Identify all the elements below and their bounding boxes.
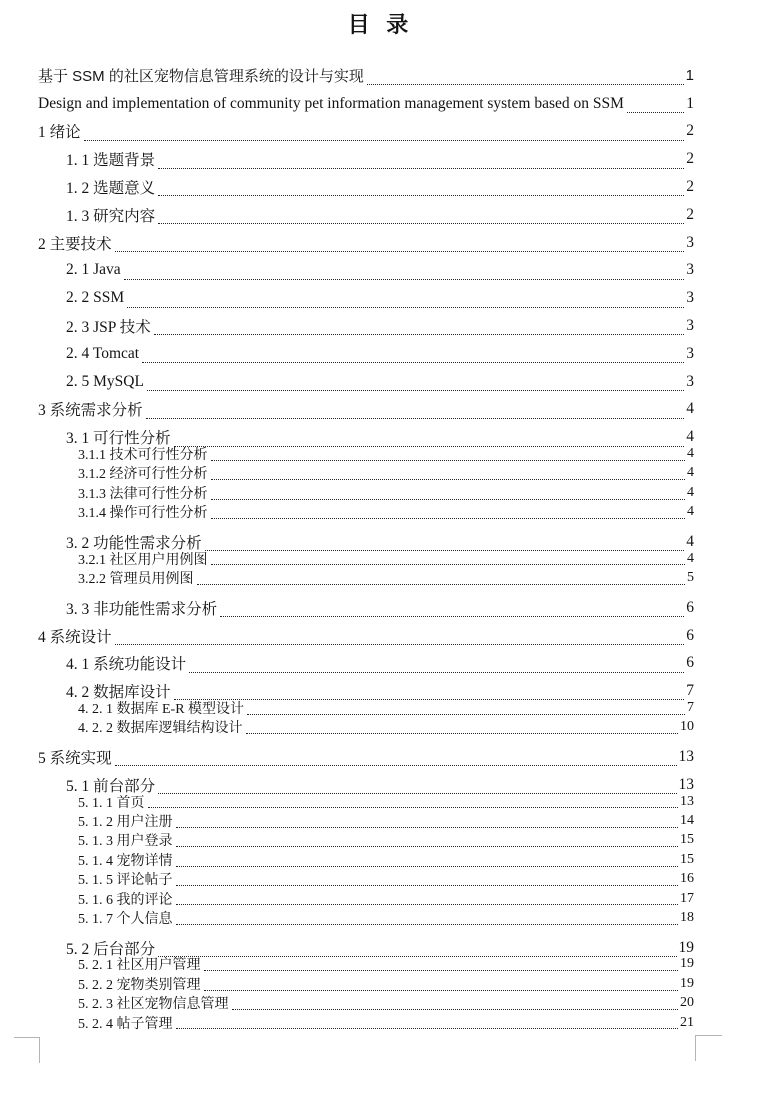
toc-entry-label: 5. 1. 2 用户注册	[78, 815, 173, 831]
toc-entry-page: 5	[687, 570, 694, 586]
toc-entry-page: 15	[680, 851, 694, 867]
toc-entry-page: 13	[680, 793, 694, 809]
toc-entry-label: 5. 1. 3 用户登录	[78, 834, 173, 850]
toc-entry-page: 20	[680, 995, 694, 1011]
text-boundary-mark-bottom-right-v	[695, 1035, 696, 1061]
toc-entry[interactable]	[38, 483, 694, 502]
toc-entry-label: 2. 3 JSP 技术	[66, 319, 151, 337]
toc-entry[interactable]	[38, 396, 694, 424]
toc-entry[interactable]	[38, 568, 694, 587]
dot-leader	[176, 924, 679, 925]
toc-entry-page: 7	[687, 699, 694, 715]
toc-entry-page: 19	[678, 938, 694, 956]
dot-leader	[174, 699, 685, 700]
toc-entry-page: 3	[686, 289, 694, 307]
toc-entry-label: 1. 3 研究内容	[66, 207, 156, 225]
toc-entry[interactable]	[38, 312, 694, 340]
dot-leader	[176, 1028, 679, 1029]
toc-entry-page: 19	[680, 975, 694, 991]
dot-leader	[158, 168, 684, 169]
toc-entry-page: 21	[680, 1014, 694, 1030]
dot-leader	[246, 733, 679, 734]
dot-leader	[176, 885, 679, 886]
toc-entry[interactable]	[38, 974, 694, 993]
toc-entry-label: 5. 1. 6 我的评论	[78, 892, 173, 908]
toc-entry-page: 3	[686, 372, 694, 390]
toc-entry-page: 1	[686, 94, 694, 112]
dot-leader	[176, 827, 679, 828]
toc-entry-label: 5. 1. 7 个人信息	[78, 912, 173, 927]
toc-entry-page: 13	[678, 775, 694, 793]
text-boundary-mark-bottom-left-h	[14, 1037, 40, 1038]
toc-entry-label: 4. 2. 2 数据库逻辑结构设计	[78, 721, 243, 737]
toc-entry-page: 15	[680, 832, 694, 848]
toc-entry-page: 3	[686, 344, 694, 362]
toc-entry-page: 4	[686, 532, 694, 550]
toc-entry-page: 4	[687, 550, 694, 566]
toc-entry[interactable]	[38, 698, 694, 717]
table-of-contents	[0, 40, 757, 1032]
dot-leader	[158, 793, 676, 794]
dot-leader	[367, 84, 684, 85]
dot-leader	[176, 904, 679, 905]
dot-leader	[115, 251, 685, 252]
toc-entry-page: 2	[686, 122, 694, 140]
toc-entry-label: 3.1.1 技术可行性分析	[78, 448, 208, 464]
toc-entry-label: 1 绪论	[38, 124, 81, 142]
toc-entry-page: 3	[686, 233, 694, 251]
toc-entry[interactable]	[38, 173, 694, 201]
toc-entry[interactable]	[38, 340, 694, 368]
toc-entry[interactable]	[38, 594, 694, 622]
toc-entry[interactable]	[38, 955, 694, 974]
toc-entry-page: 4	[687, 504, 694, 520]
dot-leader	[148, 807, 679, 808]
toc-entry-label: 5. 1. 5 评论帖子	[78, 873, 173, 889]
dot-leader	[115, 644, 685, 645]
toc-entry-page: 19	[680, 956, 694, 972]
toc-entry-label: 5. 2. 4 帖子管理	[78, 1016, 173, 1032]
toc-entry-page: 13	[678, 748, 694, 766]
toc-entry-page: 7	[686, 682, 694, 700]
toc-entry-label: 1. 1 选题背景	[66, 152, 156, 170]
text-boundary-mark-bottom-left-v	[39, 1037, 40, 1063]
toc-entry[interactable]	[38, 649, 694, 677]
toc-entry-label: 3.1.4 操作可行性分析	[78, 506, 208, 522]
dot-leader	[124, 279, 685, 280]
toc-entry-label: 2. 5 MySQL	[66, 372, 144, 390]
toc-entry[interactable]	[38, 464, 694, 483]
toc-entry-label: 3.2.2 管理员用例图	[78, 572, 194, 588]
toc-entry[interactable]	[38, 870, 694, 889]
toc-entry-label: Design and implementation of community pet information management system based on SSM	[38, 94, 624, 112]
dot-leader	[142, 362, 684, 363]
toc-entry[interactable]	[38, 792, 694, 811]
toc-entry-page: 6	[686, 598, 694, 616]
toc-entry-page: 2	[686, 178, 694, 196]
toc-entry[interactable]	[38, 62, 694, 90]
text-boundary-mark-bottom-right-h	[695, 1035, 722, 1036]
dot-leader	[176, 866, 679, 867]
toc-entry[interactable]	[38, 229, 694, 257]
toc-entry-label: 2. 2 SSM	[66, 289, 125, 307]
toc-entry-page: 6	[686, 654, 694, 672]
toc-entry[interactable]	[38, 622, 694, 650]
toc-entry-label: 2. 4 Tomcat	[66, 344, 140, 362]
toc-entry-label: 基于 SSM 的社区宠物信息管理系统的设计与实现	[38, 68, 364, 86]
toc-entry-label: 5 系统实现	[38, 750, 112, 768]
toc-entry-page: 4	[687, 484, 694, 500]
toc-entry-page: 6	[686, 626, 694, 644]
dot-leader	[205, 550, 685, 551]
toc-entry-page: 18	[680, 909, 694, 925]
toc-entry-label: 5. 1. 1 首页	[78, 795, 145, 811]
dot-leader	[211, 518, 686, 519]
dot-leader	[211, 479, 686, 480]
toc-entry-page: 4	[687, 465, 694, 481]
dot-leader	[197, 584, 686, 585]
page-title: 目 录	[347, 12, 410, 37]
toc-entry[interactable]	[38, 503, 694, 522]
toc-entry[interactable]	[38, 145, 694, 173]
dot-leader	[127, 307, 684, 308]
toc-entry-label: 1. 2 选题意义	[66, 180, 156, 198]
dot-leader	[627, 112, 684, 113]
toc-entry-label: 3.1.3 法律可行性分析	[78, 486, 208, 502]
dot-leader	[146, 418, 685, 419]
toc-entry-label: 4 系统设计	[38, 628, 112, 646]
toc-entry[interactable]	[38, 831, 694, 850]
toc-entry[interactable]	[38, 889, 694, 908]
dot-leader	[204, 990, 679, 991]
toc-entry[interactable]	[38, 850, 694, 869]
toc-entry-page: 4	[686, 428, 694, 446]
toc-entry[interactable]	[38, 743, 694, 771]
toc-entry-label: 5. 2. 2 宠物类别管理	[78, 977, 201, 993]
toc-entry[interactable]	[38, 444, 694, 463]
toc-entry-page: 14	[680, 813, 694, 829]
toc-entry-page: 2	[686, 150, 694, 168]
toc-entry-label: 5. 2. 3 社区宠物信息管理	[78, 997, 229, 1013]
dot-leader	[158, 956, 676, 957]
toc-entry-page: 3	[686, 261, 694, 279]
toc-entry-page: 1	[685, 67, 694, 85]
toc-entry-label: 4. 2 数据库设计	[66, 684, 171, 702]
dot-leader	[154, 334, 685, 335]
toc-entry[interactable]	[38, 549, 694, 568]
toc-entry-page: 16	[680, 871, 694, 887]
dot-leader	[158, 195, 684, 196]
toc-entry-page: 4	[686, 400, 694, 418]
dot-leader	[174, 446, 685, 447]
toc-entry[interactable]	[38, 1013, 694, 1032]
toc-entry-label: 5. 2 后台部分	[66, 940, 156, 958]
toc-entry-label: 3 系统需求分析	[38, 402, 143, 420]
toc-entry[interactable]	[38, 201, 694, 229]
toc-entry-label: 3. 2 功能性需求分析	[66, 534, 202, 552]
toc-entry[interactable]	[38, 811, 694, 830]
toc-entry-label: 4. 2. 1 数据库 E-R 模型设计	[78, 701, 245, 717]
dot-leader	[211, 460, 686, 461]
toc-entry-page: 3	[686, 317, 694, 335]
dot-leader	[211, 564, 686, 565]
toc-entry-label: 5. 2. 1 社区用户管理	[78, 958, 201, 974]
dot-leader	[84, 140, 685, 141]
toc-entry-page: 2	[686, 205, 694, 223]
toc-entry-label: 3. 1 可行性分析	[66, 430, 171, 448]
toc-entry[interactable]	[38, 118, 694, 146]
toc-entry-label: 3. 3 非功能性需求分析	[66, 600, 218, 618]
toc-entry-label: 4. 1 系统功能设计	[66, 656, 187, 674]
toc-entry[interactable]	[38, 994, 694, 1013]
toc-entry[interactable]	[38, 718, 694, 737]
toc-entry-label: 3.2.1 社区用户用例图	[78, 552, 208, 568]
dot-leader	[147, 390, 684, 391]
toc-entry[interactable]	[38, 368, 694, 396]
toc-entry[interactable]	[38, 284, 694, 312]
toc-entry[interactable]	[38, 90, 694, 118]
toc-entry-label: 2. 1 Java	[66, 261, 121, 279]
dot-leader	[247, 714, 685, 715]
dot-leader	[204, 970, 679, 971]
dot-leader	[220, 616, 684, 617]
dot-leader	[115, 765, 677, 766]
toc-entry-label: 5. 1 前台部分	[66, 777, 156, 795]
toc-entry-label: 2 主要技术	[38, 235, 112, 253]
toc-entry-page: 4	[687, 446, 694, 462]
dot-leader	[189, 672, 684, 673]
toc-entry-label: 5. 1. 4 宠物详情	[78, 853, 173, 869]
dot-leader	[211, 499, 686, 500]
toc-entry[interactable]	[38, 908, 694, 927]
dot-leader	[176, 846, 679, 847]
toc-entry-label: 3.1.2 经济可行性分析	[78, 467, 208, 483]
toc-entry[interactable]	[38, 257, 694, 285]
dot-leader	[232, 1009, 679, 1010]
toc-entry-page: 17	[680, 890, 694, 906]
dot-leader	[158, 223, 684, 224]
toc-entry-page: 10	[680, 719, 694, 735]
